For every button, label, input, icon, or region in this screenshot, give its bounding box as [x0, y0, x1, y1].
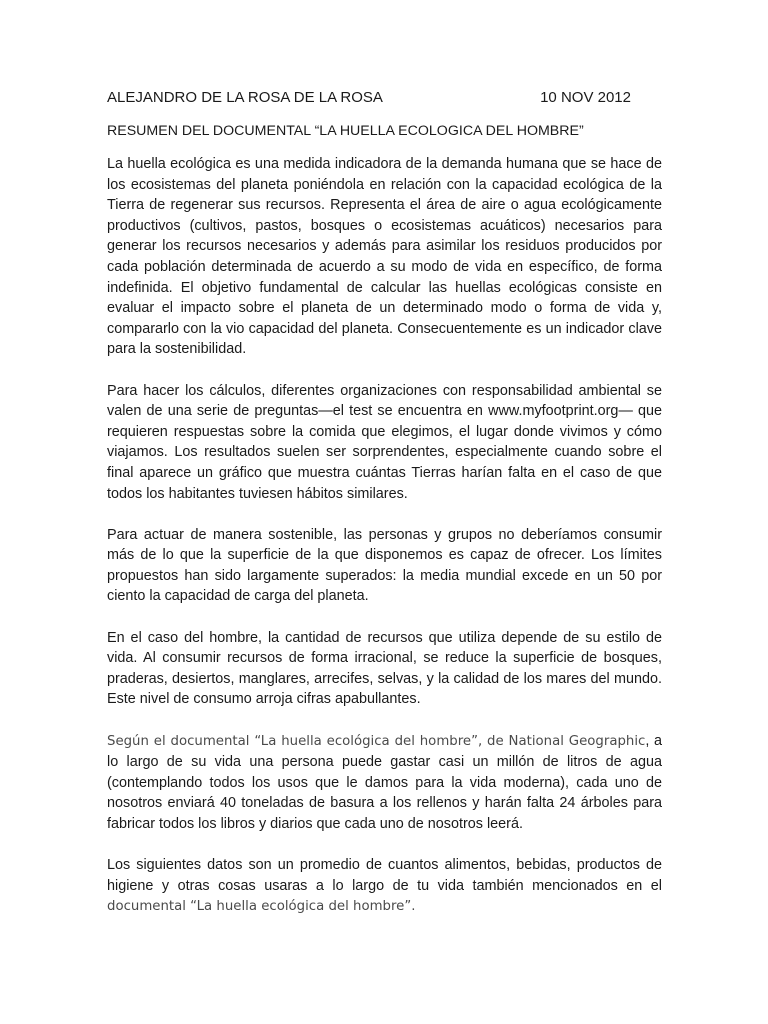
paragraph-5	[107, 731, 662, 835]
document-body	[107, 154, 662, 939]
document-header	[107, 88, 631, 108]
paragraph-6-main: Los siguientes datos son un promedio de cuantos alimentos, bebidas, productos de higiene y otras cosas usaras a lo largo de tu vida también mencionados en el	[107, 857, 662, 894]
author-name: ALEJANDRO DE LA ROSA DE LA ROSA	[107, 89, 383, 106]
paragraph-4: En el caso del hombre, la cantidad de recursos que utiliza depende de su estilo de vida. Al consumir recursos de forma irracional, se reduce la superficie de bosques, praderas, desiertos, manglares, arrecifes, selvas, y la calidad de los mares del mundo. Este nivel de consumo arroja cifras apabullantes.	[107, 629, 662, 708]
paragraph-6	[107, 855, 662, 918]
document-title: RESUMEN DEL DOCUMENTAL “LA HUELLA ECOLOGICA DEL HOMBRE”	[107, 123, 584, 139]
paragraph-5-rest: , a lo largo de su vida una persona puede gastar casi un millón de litros de agua (contemplando todos los usos que le damos para la vida moderna), cada uno de nosotros enviará 40 toneladas de basura a los rellenos y harán falta 24 árboles para fabricar todos los libros y diarios que cada uno de nosotros leerá.	[107, 732, 662, 832]
paragraph-5-lead: Según el documental “La huella ecológica del hombre”, de National Geographic	[107, 733, 646, 749]
paragraph-6-tail: documental “La huella ecológica del hombre”.	[107, 899, 416, 915]
paragraph-2: Para hacer los cálculos, diferentes organizaciones con responsabilidad ambiental se valen de una serie de preguntas—el test se encuentra en www.myfootprint.org— que requieren respuestas sobre la comida que elegimos, el lugar donde vivimos y cómo viajamos. Los resultados suelen ser sorprendentes, especialmente cuando sobre el final aparece un gráfico que muestra cuántas Tierras harían falta en el caso de que todos los habitantes tuviesen hábitos similares.	[107, 382, 662, 502]
paragraph-3: Para actuar de manera sostenible, las personas y grupos no deberíamos consumir más de lo que la superficie de la que disponemos es capaz de ofrecer. Los límites propuestos han sido largamente superados: la media mundial excede en un 50 por ciento la capacidad de carga del planeta.	[107, 526, 662, 605]
document-date: 10 NOV 2012	[540, 89, 631, 106]
paragraph-1: La huella ecológica es una medida indicadora de la demanda humana que se hace de los ecosistemas del planeta poniéndola en relación con la capacidad ecológica de la Tierra de regenerar sus recursos. Representa el área de aire o agua ecológicamente productivos (cultivos, pastos, bosques o ecosistemas acuáticos) necesarios para generar los recursos necesarios y además para asimilar los residuos producidos por cada población determinada de acuerdo a su modo de vida en específico, de forma indefinida. El objetivo fundamental de calcular las huellas ecológicas consiste en evaluar el impacto sobre el planeta de un determinado modo o forma de vida y, compararlo con la vio capacidad del planeta. Consecuentemente es un indicador clave para la sostenibilidad.	[107, 156, 662, 358]
